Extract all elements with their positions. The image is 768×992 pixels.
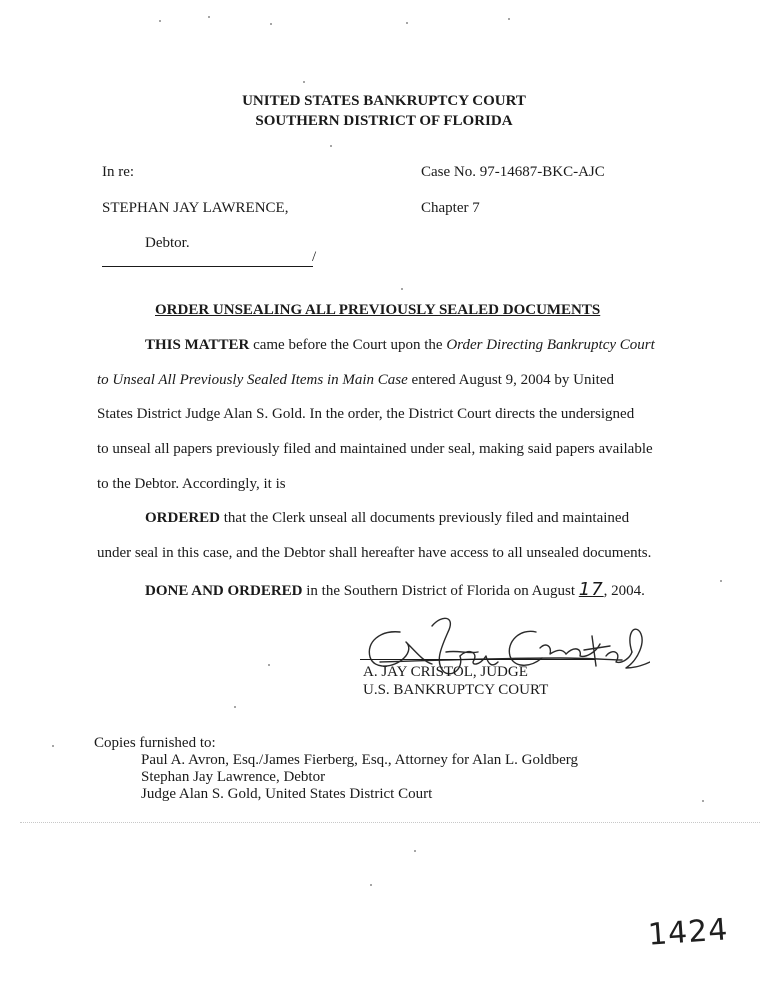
done-and-ordered-lead: DONE AND ORDERED bbox=[145, 583, 303, 599]
paragraph-1-line-3: States District Judge Alan S. Gold. In the order, the District Court directs the undersigned bbox=[97, 406, 635, 422]
signature-court: U.S. BANKRUPTCY COURT bbox=[363, 682, 549, 698]
paragraph-1-line-5: to the Debtor. Accordingly, it is bbox=[97, 476, 286, 492]
paragraph-2-line-1 bbox=[145, 510, 629, 527]
paragraph-3-line-1 bbox=[145, 579, 645, 600]
scan-speck bbox=[303, 81, 305, 83]
in-re-label: In re: bbox=[102, 164, 135, 180]
scan-speck bbox=[234, 706, 236, 708]
signature-rule bbox=[360, 659, 595, 660]
p1-text-1: came before the Court upon the bbox=[249, 337, 447, 353]
paragraph-2-line-2: under seal in this case, and the Debtor shall hereafter have access to all unsealed documents. bbox=[97, 545, 652, 561]
scan-speck bbox=[370, 884, 372, 886]
p1-italic-1: Order Directing Bankruptcy Court bbox=[446, 337, 655, 353]
paragraph-1-line-2 bbox=[97, 372, 614, 389]
debtor-name: STEPHAN JAY LAWRENCE, bbox=[102, 200, 289, 216]
p1-italic-2: to Unseal All Previously Sealed Items in Main Case bbox=[97, 372, 408, 388]
p3-text-2: , 2004. bbox=[603, 583, 645, 599]
p2-text-1: that the Clerk unseal all documents previously filed and maintained bbox=[220, 510, 630, 526]
copy-recipient: Stephan Jay Lawrence, Debtor bbox=[141, 769, 326, 785]
caption-rule bbox=[102, 266, 313, 267]
copy-recipient: Paul A. Avron, Esq./James Fierberg, Esq., Attorney for Alan L. Goldberg bbox=[141, 752, 579, 768]
scan-speck bbox=[406, 22, 408, 24]
scan-speck bbox=[270, 23, 272, 25]
p1-text-2: entered August 9, 2004 by United bbox=[407, 372, 615, 388]
paragraph-1-line-4: to unseal all papers previously filed and maintained under seal, making said papers available bbox=[97, 441, 653, 457]
scan-speck bbox=[208, 16, 210, 18]
copies-heading: Copies furnished to: bbox=[94, 735, 216, 751]
handwritten-day: 17 bbox=[578, 579, 604, 600]
handwritten-docket-number: 1424 bbox=[646, 912, 730, 953]
scan-speck bbox=[52, 745, 54, 747]
debtor-label: Debtor. bbox=[145, 235, 190, 251]
court-name-line2: SOUTHERN DISTRICT OF FLORIDA bbox=[255, 113, 513, 129]
order-title: ORDER UNSEALING ALL PREVIOUSLY SEALED DOCUMENTS bbox=[155, 302, 601, 318]
court-name-line1: UNITED STATES BANKRUPTCY COURT bbox=[242, 93, 526, 109]
scan-speck bbox=[508, 18, 510, 20]
scan-speck bbox=[268, 664, 270, 666]
scan-speck bbox=[159, 20, 161, 22]
ordered-lead: ORDERED bbox=[145, 510, 221, 526]
scan-speck bbox=[414, 850, 416, 852]
case-number: Case No. 97-14687-BKC-AJC bbox=[421, 164, 605, 180]
this-matter-lead: THIS MATTER bbox=[145, 337, 250, 353]
scan-speck bbox=[401, 288, 403, 290]
chapter-label: Chapter 7 bbox=[421, 200, 480, 216]
scan-speck bbox=[330, 145, 332, 147]
signature-name: A. JAY CRISTOL, JUDGE bbox=[363, 664, 528, 680]
caption-slash: / bbox=[312, 249, 317, 265]
copy-recipient: Judge Alan S. Gold, United States District Court bbox=[141, 786, 433, 802]
scan-artifact-line bbox=[20, 822, 760, 823]
paragraph-1-line-1 bbox=[145, 337, 655, 354]
p3-text-1: in the Southern District of Florida on August bbox=[302, 583, 579, 599]
scan-speck bbox=[702, 800, 704, 802]
scan-speck bbox=[720, 580, 722, 582]
